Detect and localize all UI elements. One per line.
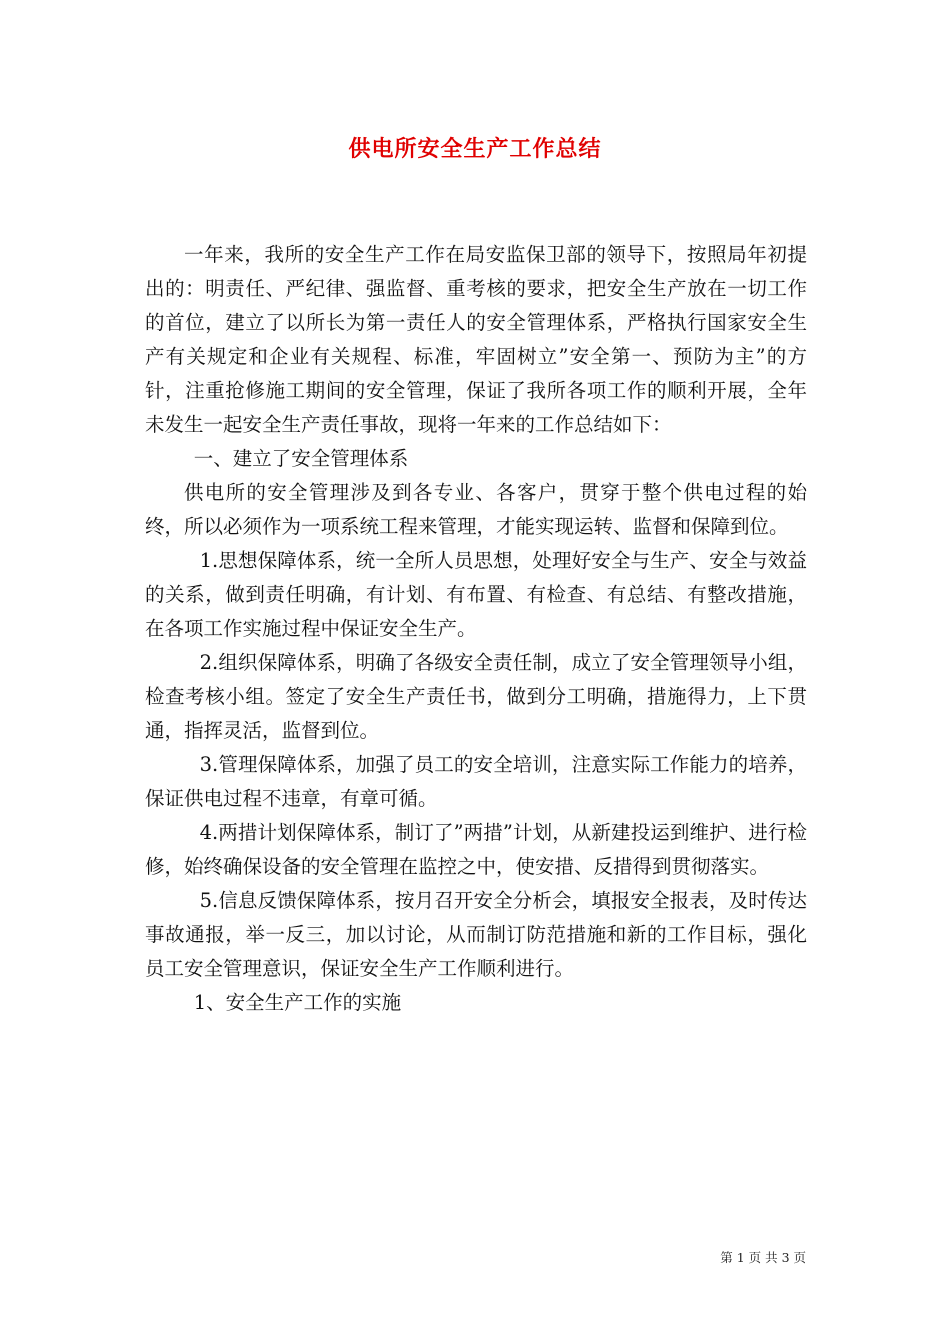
list-item-5: 5.信息反馈保障体系，按月召开安全分析会，填报安全报表，及时传达事故通报，举一反三，加以讨论，从而制订防范措施和新的工作目标，强化员工安全管理意识，保证安全生产工作顺利进行。 xyxy=(145,889,807,980)
section-heading-2: 1、安全生产工作的实施 xyxy=(193,991,402,1014)
intro-paragraph: 一年来，我所的安全生产工作在局安监保卫部的领导下，按照局年初提出的：明责任、严纪律、强监督、重考核的要求，把安全生产放在一切工作的首位，建立了以所长为第一责任人的安全管理体系，严格执行国家安全生产有关规定和企业有关规程、标准，牢固树立”安全第一、预防为主”的方针，注重抢修施工期间的安全管理，保证了我所各项工作的顺利开展，全年未发生一起安全生产责任事故，现将一年来的工作总结如下： xyxy=(145,243,807,436)
section-heading-1: 一、建立了安全管理体系 xyxy=(193,447,409,470)
list-item-1: 1.思想保障体系，统一全所人员思想，处理好安全与生产、安全与效益的关系，做到责任明确，有计划、有布置、有检查、有总结、有整改措施，在各项工作实施过程中保证安全生产。 xyxy=(145,549,807,640)
list-item-2: 2.组织保障体系，明确了各级安全责任制，成立了安全管理领导小组，检查考核小组。签定了安全生产责任书，做到分工明确，措施得力，上下贯通，指挥灵活，监督到位。 xyxy=(145,651,807,742)
list-item-3: 3.管理保障体系，加强了员工的安全培训，注意实际工作能力的培养，保证供电过程不违章，有章可循。 xyxy=(145,753,807,810)
list-item-4: 4.两措计划保障体系，制订了”两措”计划，从新建投运到维护、进行检修，始终确保设备的安全管理在监控之中，使安措、反措得到贯彻落实。 xyxy=(145,821,807,878)
page-number: 第 1 页 共 3 页 xyxy=(720,1250,806,1265)
document-body xyxy=(145,238,807,1020)
section-paragraph: 供电所的安全管理涉及到各专业、各客户，贯穿于整个供电过程的始终，所以必须作为一项系统工程来管理，才能实现运转、监督和保障到位。 xyxy=(145,481,807,538)
document-title: 供电所安全生产工作总结 xyxy=(348,136,602,162)
